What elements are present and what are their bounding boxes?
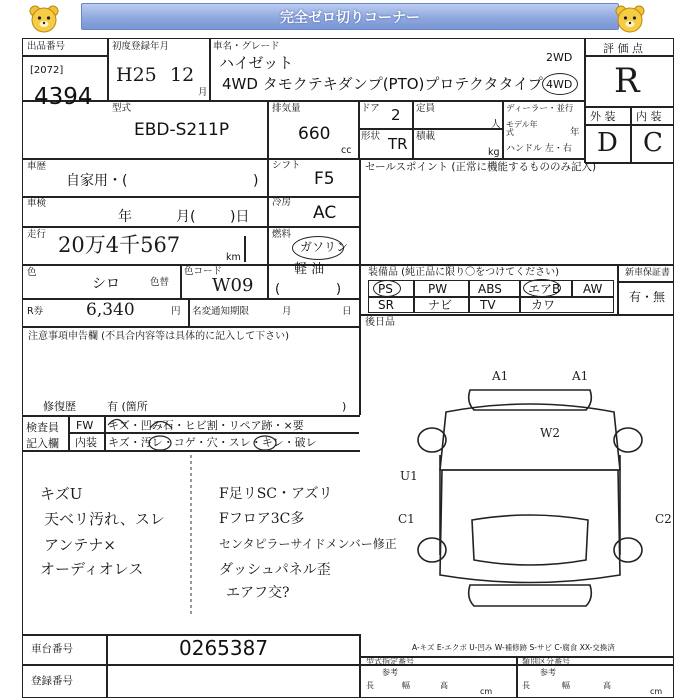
inspector-interior: 内装 [75,436,97,449]
inspector-label1: 検査員 [26,421,59,434]
equip-pw: PW [428,282,448,296]
class-label: 類別区分番号 [522,657,570,666]
inspection-label: 車検 [27,198,47,209]
equipment-label: 装備品 (純正品に限り〇をつけてください) [368,267,559,278]
inspection-month: 月( [176,209,196,225]
rating-score: R [614,61,640,101]
cm-label-2: cm [650,687,663,696]
notes-label: 注意事項申告欄 (不具合内容等は具体的に記入して下さい) [28,331,289,342]
chassis-label: 車台番号 [31,643,73,655]
remark-right-2: Fフロア3C多 [219,511,305,527]
first-reg-month-unit: 月 [198,87,208,98]
recycle-value: 6,340 [86,300,135,320]
mark-a1-left: A1 [492,369,509,383]
fuel-paren-close: ) [336,282,342,297]
equip-sr: SR [378,298,394,312]
mascot-bear-icon [27,3,61,37]
mileage-value: 20万4千567 [58,233,181,257]
displacement-value: 660 [298,124,331,144]
remark-right-5: エアフ交? [226,585,290,601]
ref-label-1: 参考 [382,668,398,677]
tax-label: 名変通知期限 [192,306,250,317]
tax-month: 月 [282,306,292,317]
color-code: W09 [212,275,254,296]
recycle-label: R券 [27,306,44,317]
shape-label: 形状 [361,131,381,142]
color-label: 色 [27,267,37,278]
fuel-label: 燃料 [272,229,292,240]
equip-airbag: エアB [528,282,561,296]
repair-value: 有 (箇所 [107,400,148,413]
length-label-2: 長 [522,681,530,690]
warranty-value: 有・無 [629,290,666,304]
doors-value: 2 [391,106,401,124]
warranty-label: 新車保証書 [625,268,671,278]
repair-label: 修復歴 [43,400,76,413]
equip-leather: カワ [531,298,556,312]
vehicle-name: ハイゼット [219,54,294,72]
lot-label: 出品番号 [27,41,66,52]
rating-label: 評 価 点 [603,42,643,55]
tax-day: 日 [342,306,352,317]
mark-w2: W2 [540,426,560,440]
remark-left-4: オーディオレス [40,560,144,578]
car-damage-diagram [380,360,680,620]
equip-aw: AW [583,282,603,296]
remark-right-3: センタピラーサイドメンバー修正 [219,537,397,551]
width-label: 幅 [402,681,410,690]
first-reg-label: 初度登録年月 [112,41,170,52]
interior-score: C [643,128,663,158]
vehicle-label: 車名・グレード [213,41,280,52]
inspector-label2: 記入欄 [26,437,59,450]
inspector-line1: キズ・凹み石・ヒビ割・リペア跡・×要 [108,419,304,432]
dealer-label: ディーラー・並行 [506,104,574,114]
history-close: ) [253,173,259,189]
mileage-unit: km [226,252,241,263]
doors-label: ドア [361,103,380,114]
remark-left-2: 天ベリ汚れ、スレ [44,510,165,528]
mileage-label: 走行 [27,229,47,240]
interior-label: 内 装 [636,110,662,123]
handle-label: ハンドル 左・右 [506,144,572,154]
fuel-paren-open: ( [275,282,281,297]
height-label-2: 高 [603,681,611,690]
mark-c2: C2 [655,512,672,526]
equip-ps: PS [378,282,393,296]
equip-navi: ナビ [428,298,453,312]
shift-value: F5 [314,169,335,189]
fuel-value: ガソリン [300,240,349,254]
mark-u1: U1 [400,469,418,483]
rear-date-label: 後日品 [365,317,395,328]
remark-left-1: キズU [40,485,83,503]
remark-right-4: ダッシュパネル歪 [219,562,331,578]
equip-abs: ABS [478,282,502,296]
banner [81,3,619,30]
damage-legend: A-キズ E-エクボ U-凹み W-補修跡 S-サビ C-腐食 XX-交換済 [412,643,615,652]
lot-code: [2072] [30,65,64,76]
mark-a1-right: A1 [572,369,589,383]
fuel-value2: 軽 油 [294,262,325,277]
exterior-score: D [597,128,618,158]
load-label: 積載 [416,131,436,142]
displacement-label: 排気量 [272,103,301,114]
ref-label-2: 参考 [540,668,556,677]
lot-number: 4394 [34,84,93,110]
inspector-fw: FW [76,419,94,432]
length-label: 長 [366,681,374,690]
recycle-unit: 円 [171,306,181,317]
history-label: 車歴 [27,161,47,172]
repair-close: ) [342,400,347,413]
capacity-label: 定員 [416,103,436,114]
first-reg-year: H25 [116,64,157,86]
equip-tv: TV [480,298,496,312]
model-year-label: モデル年式 [506,120,538,138]
inspector-line2: キズ・汚レ・コゲ・穴・スレ・キレ・破レ [108,436,317,449]
inspection-day: )日 [230,209,250,225]
shape-value: TR [388,135,408,153]
registration-label: 登録番号 [31,675,73,687]
chassis-value: 0265387 [179,636,269,660]
color-value: シロ [92,276,120,292]
exterior-label: 外 装 [590,110,616,123]
history-value: 自家用・( [66,173,128,189]
mark-c1: C1 [398,512,415,526]
shift-label: シフト [272,160,301,171]
model-year-unit: 年 [570,127,580,138]
capacity-unit: 人 [491,119,501,130]
drive-2wd: 2WD [546,51,573,64]
inspection-year: 年 [118,209,132,225]
cm-label-1: cm [480,687,493,696]
first-reg-month: 12 [170,64,195,86]
displacement-unit: cc [341,145,352,156]
model-label: 型式 [112,103,132,114]
model-cert-label: 型式指定番号 [366,657,414,666]
ac-value: AC [313,203,337,223]
remark-right-1: F足リSC・アズリ [219,486,333,502]
color-change-label: 色替 [150,277,170,288]
vehicle-grade: 4WD タモクテキダンプ(PTO)プロテクタタイプ [222,75,543,93]
mascot-bear-icon [613,3,647,37]
drive-4wd: 4WD [546,78,573,91]
ac-label: 冷房 [272,197,292,208]
remark-left-3: アンテナ× [44,536,116,554]
load-unit: kg [488,147,500,158]
sales-point-label: セールスポイント (正常に機能するもののみ記入) [365,161,597,173]
height-label: 高 [440,681,448,690]
color-code-label: 色コード [184,266,223,277]
banner-title: 完全ゼロ切りコーナー [280,9,420,26]
width-label-2: 幅 [562,681,570,690]
model-value: EBD-S211P [134,120,230,140]
